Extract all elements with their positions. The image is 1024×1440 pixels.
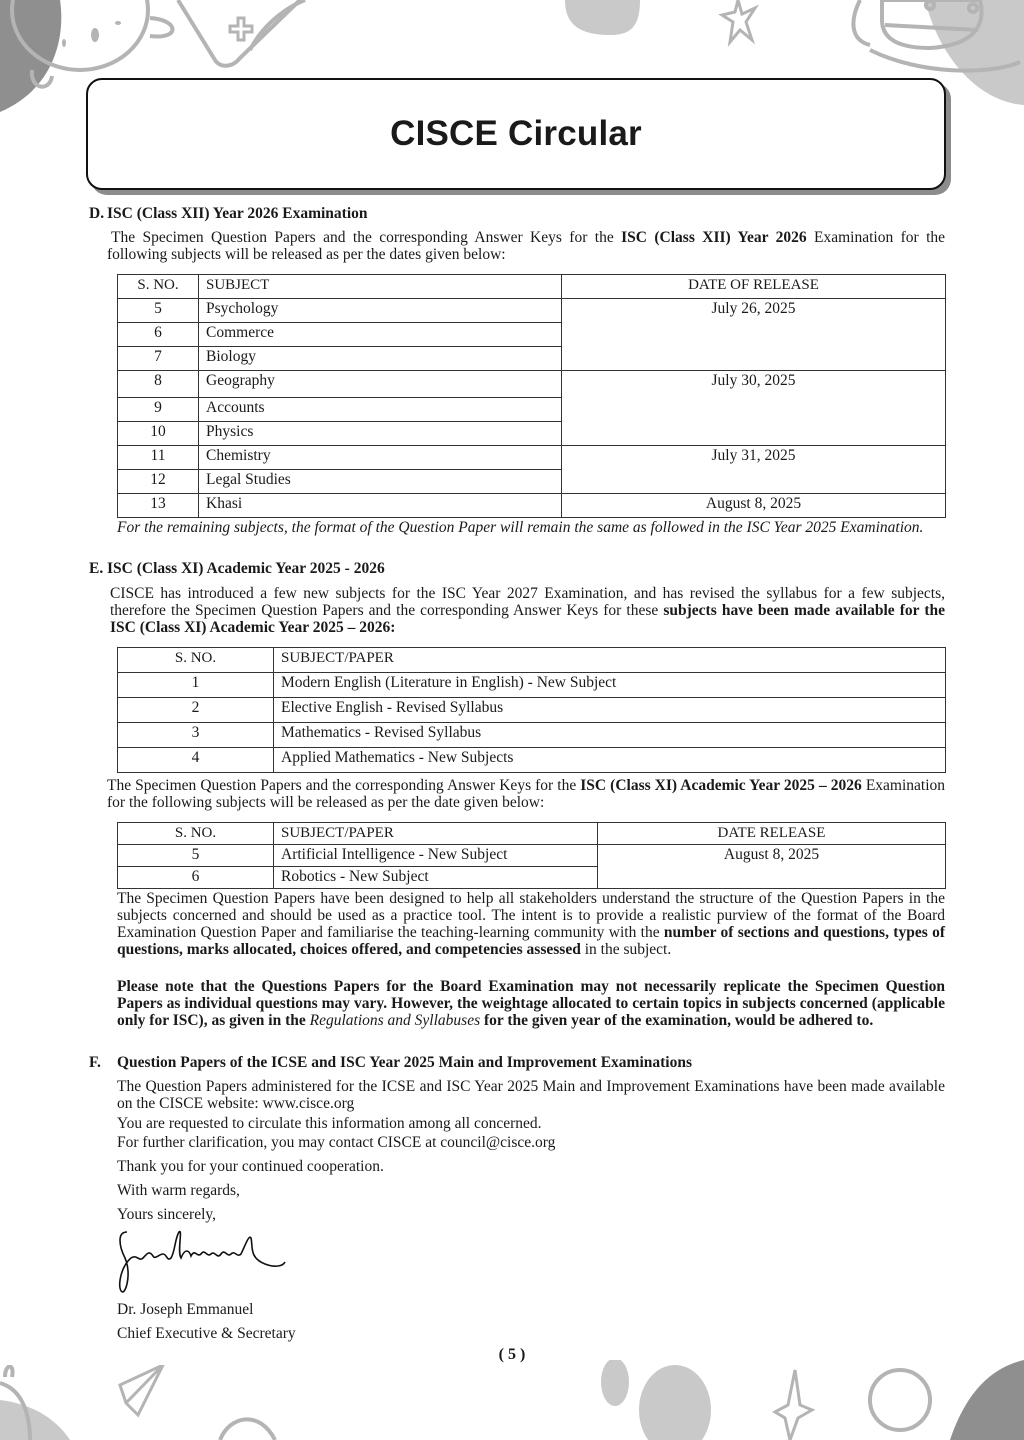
cell-sno: 7 — [118, 347, 199, 371]
purpose-text: The Specimen Question Papers have been designed to help all stakeholders understand the structure of the Question Papers in the subjects concerned and should be used as a practice tool. The intent is to provide a realistic purview of the format of the Board Examination Question Paper and familiarise the teaching-learning community with the — [117, 890, 945, 941]
top-center-decoration — [170, 0, 810, 80]
cell-date: July 31, 2025 — [562, 446, 946, 494]
header-subject: SUBJECT/PAPER — [274, 823, 598, 845]
bottom-right-decoration — [580, 1360, 1024, 1440]
cell-date: July 26, 2025 — [562, 299, 946, 371]
table-row — [118, 845, 946, 867]
clock-doodle-icon — [12, 0, 173, 87]
new-subjects-table-xi — [117, 647, 946, 773]
release-schedule-table-xi — [117, 822, 946, 889]
sparkle-doodle-icon — [722, 0, 755, 42]
release-schedule-table-xii — [117, 274, 946, 518]
cell-sno: 6 — [118, 323, 199, 347]
table-row — [118, 723, 946, 748]
cell-subject: Elective English - Revised Syllabus — [274, 698, 946, 723]
cell-subject: Commerce — [199, 323, 562, 347]
contact-text: For further clarification, you may contact CISCE at council@cisce.org — [117, 1134, 556, 1151]
section-d-note: For the remaining subjects, the format of the Question Paper will remain the same as followed in the ISC Year 2025 Examination. — [117, 519, 924, 536]
cell-subject: Physics — [199, 422, 562, 446]
cell-sno: 4 — [118, 748, 274, 773]
cell-subject: Mathematics - Revised Syllabus — [274, 723, 946, 748]
intro-text: CISCE has introduced a few new subjects for the ISC Year 2027 Examination, and has revised the syllabus for a few subjects, therefore the Specimen Question Papers and the corresponding Answer Keys for these — [110, 585, 945, 619]
gray-pebble-icon — [639, 1365, 711, 1440]
page-number: ( 5 ) — [498, 1346, 526, 1363]
header-subject: SUBJECT/PAPER — [274, 648, 946, 673]
section-letter: F. — [89, 1054, 101, 1071]
gray-blob-icon — [0, 1400, 70, 1440]
cell-subject: Legal Studies — [199, 470, 562, 494]
cell-sno: 5 — [118, 299, 199, 323]
header-subject: SUBJECT — [199, 275, 562, 299]
cell-subject: Biology — [199, 347, 562, 371]
table-row — [118, 446, 946, 470]
section-f-text: The Question Papers administered for the ICSE and ISC Year 2025 Main and Improvement Examinations have been made available on the CISCE website: www.cisce.org — [117, 1078, 945, 1112]
cell-sno: 10 — [118, 422, 199, 446]
header-sno: S. NO. — [118, 823, 274, 845]
cell-subject: Psychology — [199, 299, 562, 323]
header-sno: S. NO. — [118, 648, 274, 673]
cell-subject: Applied Mathematics - New Subjects — [274, 748, 946, 773]
cell-subject: Geography — [199, 371, 562, 398]
section-f-heading — [89, 1054, 692, 1072]
cell-subject: Accounts — [199, 398, 562, 422]
regards-text: With warm regards, — [117, 1182, 240, 1199]
table-row — [118, 698, 946, 723]
cell-sno: 8 — [118, 371, 199, 398]
section-d-intro — [107, 229, 945, 263]
section-letter: E. — [89, 560, 104, 577]
section-e-notice — [117, 978, 945, 1029]
signature-stroke-icon — [120, 1232, 285, 1292]
circulate-text: You are requested to circulate this information among all concerned. — [117, 1115, 542, 1132]
section-title: ISC (Class XII) Year 2026 Examination — [107, 205, 368, 222]
page-title: CISCE Circular — [390, 114, 642, 153]
section-letter: D. — [89, 205, 105, 222]
section-e-purpose — [117, 890, 945, 958]
plus-doodle-icon — [230, 18, 252, 40]
cell-sno: 1 — [118, 673, 274, 698]
cell-subject: Chemistry — [199, 446, 562, 470]
cell-date: July 30, 2025 — [562, 371, 946, 446]
table-header-row — [118, 823, 946, 845]
section-d-heading — [89, 205, 368, 223]
triangle-doodle-icon — [178, 0, 300, 66]
purpose-emphasis: number of sections and questions, types of questions, marks allocated, choices offered, and competencies assessed — [117, 924, 945, 958]
intro-text: Examination for the following subjects will be released as per the dates given below: — [107, 229, 946, 263]
gray-pebble-icon — [565, 0, 640, 35]
cell-subject: Artificial Intelligence - New Subject — [274, 845, 598, 867]
paper-plane-doodle-icon — [120, 1365, 163, 1415]
cell-date: August 8, 2025 — [598, 845, 946, 889]
purpose-text: in the subject. — [580, 941, 672, 958]
notice-text: for the given year of the examination, would be adhered to. — [480, 1012, 874, 1029]
table-header-row — [118, 648, 946, 673]
cell-sno: 2 — [118, 698, 274, 723]
section-title: Question Papers of the ICSE and ISC Year 2025 Main and Improvement Examinations — [117, 1054, 692, 1071]
gray-pebble-icon — [601, 1360, 629, 1406]
signatory-name: Dr. Joseph Emmanuel — [117, 1301, 254, 1318]
header-date: DATE RELEASE — [598, 823, 946, 845]
section-title: ISC (Class XI) Academic Year 2025 - 2026 — [107, 560, 385, 577]
notice-italic: Regulations and Syllabuses — [309, 1012, 481, 1029]
sincerely-text: Yours sincerely, — [117, 1206, 217, 1223]
notice-text: Please note that the Questions Papers for the Board Examination may not necessarily replicate the Specimen Question Papers as individual questions may vary. However, the weightage allocated to certain topics in subjects concerned (applicable only for ISC), as given in the — [117, 978, 945, 1029]
cell-sno: 9 — [118, 398, 199, 422]
signature — [115, 1228, 290, 1303]
intro-emphasis: ISC (Class XII) Year 2026 — [621, 229, 807, 246]
thanks-text: Thank you for your continued cooperation. — [117, 1158, 384, 1175]
section-e-heading — [89, 560, 385, 578]
bell-doodle-icon — [0, 1367, 30, 1440]
table-row — [118, 371, 946, 398]
header-sno: S. NO. — [118, 275, 199, 299]
robot-doodle-icon — [853, 0, 1020, 71]
gray-quarter-circle-icon — [950, 1360, 1024, 1440]
cell-subject: Robotics - New Subject — [274, 867, 598, 889]
cell-sno: 6 — [118, 867, 274, 889]
intro-text: The Specimen Question Papers and the corresponding Answer Keys for the — [111, 229, 622, 246]
intro-emphasis: subjects have been made available for the ISC (Class XI) Academic Year 2025 – 2026: — [110, 602, 945, 636]
mid-emphasis: ISC (Class XI) Academic Year 2025 – 2026 — [580, 777, 862, 794]
face-doodle-icon — [870, 1370, 930, 1430]
sparkle-doodle-icon — [775, 1370, 812, 1440]
table-row — [118, 748, 946, 773]
cell-sno: 12 — [118, 470, 199, 494]
bottom-left-decoration — [0, 1365, 300, 1440]
cell-sno: 3 — [118, 723, 274, 748]
mid-text: The Specimen Question Papers and the corresponding Answer Keys for the — [107, 777, 581, 794]
cell-sno: 11 — [118, 446, 199, 470]
section-e-mid-text — [107, 777, 945, 811]
table-header-row — [118, 275, 946, 299]
section-e-intro — [110, 585, 945, 636]
signatory-designation: Chief Executive & Secretary — [117, 1325, 296, 1342]
header-date: DATE OF RELEASE — [562, 275, 946, 299]
cell-date: August 8, 2025 — [562, 494, 946, 518]
table-row — [118, 673, 946, 698]
cell-subject: Khasi — [199, 494, 562, 518]
table-row — [118, 494, 946, 518]
table-row — [118, 299, 946, 323]
gray-blob-icon — [0, 0, 61, 112]
cell-subject: Modern English (Literature in English) - New Subject — [274, 673, 946, 698]
title-banner — [86, 78, 946, 190]
mid-text: Examination for the following subjects will be released as per the date given below: — [107, 777, 946, 811]
cell-sno: 5 — [118, 845, 274, 867]
cell-sno: 13 — [118, 494, 199, 518]
